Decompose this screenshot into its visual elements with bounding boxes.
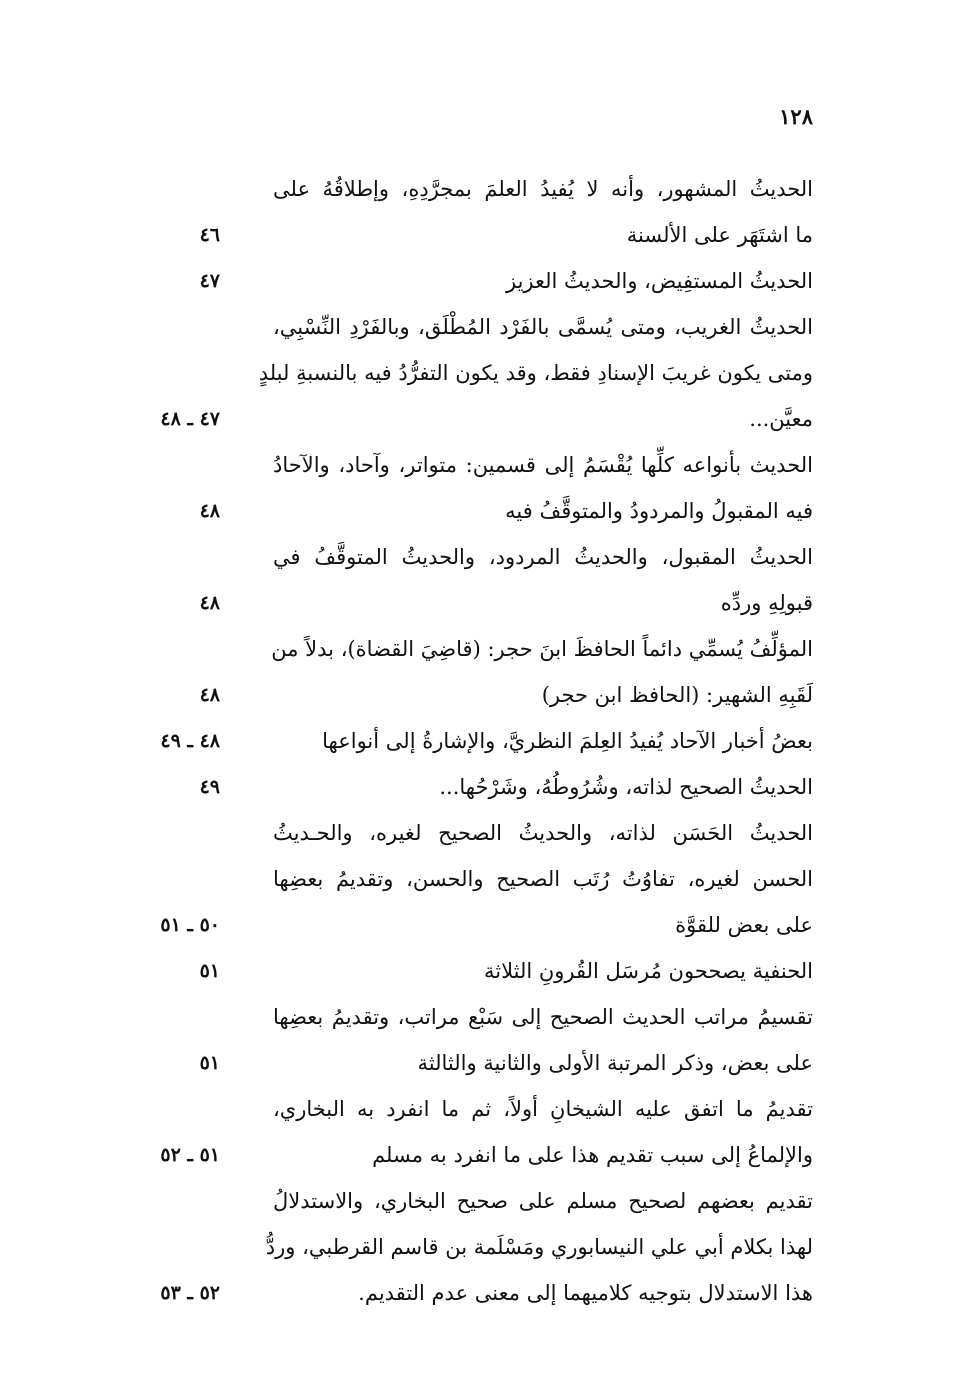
toc-entry-pages: ٤٨ ـ ٤٩: [160, 730, 220, 752]
toc-entry: [0, 258, 961, 304]
toc-entry-text: والإلماعُ إلى سبب تقديم هذا على ما انفرد به مسلم: [372, 1143, 813, 1167]
toc-entry-line: [0, 1132, 961, 1178]
toc-entry-pages: ٥٠ ـ ٥١: [160, 914, 220, 936]
toc-entry-text: تقسيمُ مراتب الحديث الصحيح إلى سَبْع مراتب، وتقديمُ بعضِها: [273, 1005, 813, 1029]
toc-entry: [0, 810, 961, 948]
toc-entry-text: المؤلِّفُ يُسمِّي دائماً الحافظَ ابنَ حجر: (قاضِيَ القضاة)، بدلاً من: [271, 637, 813, 661]
toc-entry-pages: ٥٢ ـ ٥٣: [160, 1282, 220, 1304]
toc-entry-pages: ٤٨: [199, 684, 220, 706]
toc-entry: [0, 626, 961, 718]
toc-entry-line: [0, 948, 961, 994]
toc-entry-line: [0, 1224, 961, 1270]
toc-entry-line: [0, 1040, 961, 1086]
toc-entry: [0, 166, 961, 258]
toc-entry-pages: ٤٩: [199, 776, 220, 798]
toc-entry-text: الحديثُ المستفِيض، والحديثُ العزيز: [505, 269, 813, 293]
toc-entry: [0, 994, 961, 1086]
toc-entry-pages: ٤٨: [199, 592, 220, 614]
toc-entry-line: [0, 350, 961, 396]
toc-entry-text: بعضُ أخبار الآحاد يُفيدُ العِلمَ النظريَّ، والإشارةُ إلى أنواعها: [322, 729, 813, 753]
toc-entry-line: [0, 580, 961, 626]
toc-entry-line: [0, 212, 961, 258]
toc-entry-pages: ٤٨: [199, 500, 220, 522]
toc-entry-line: [0, 1270, 961, 1316]
toc-entry-text: الحديثُ المشهور، وأنه لا يُفيدُ العلمَ بمجرَّدِهِ، وإطلاقُهُ على: [273, 177, 813, 201]
toc-entry-pages: ٥١ ـ ٥٢: [160, 1144, 220, 1166]
toc-entry-line: [0, 534, 961, 580]
toc-entry-pages: ٤٧ ـ ٤٨: [160, 408, 220, 430]
toc-entry-line: [0, 1178, 961, 1224]
toc-entry: [0, 1086, 961, 1178]
toc-entry-pages: ٤٧: [199, 270, 220, 292]
toc-entry-text: الحديثُ الغريب، ومتى يُسمَّى بالفَرْد المُطْلَق، وبالفَرْدِ النِّسْبِي،: [273, 315, 813, 339]
toc-entry-text: تقديمُ ما اتفق عليه الشيخانِ أولاً، ثم ما انفرد به البخاري،: [273, 1097, 813, 1121]
toc-entry-line: [0, 994, 961, 1040]
toc-entry-text: الحديث بأنواعه كلِّها يُقْسَمُ إلى قسمين: متواتر، وآحاد، والآحادُ: [273, 453, 813, 477]
toc-entry-line: [0, 488, 961, 534]
toc-entry-line: [0, 258, 961, 304]
toc-entry: [0, 718, 961, 764]
toc-entry-line: [0, 672, 961, 718]
toc-entry-text: على بعض، وذكر المرتبة الأولى والثانية والثالثة: [417, 1051, 813, 1075]
toc-entry-line: [0, 1086, 961, 1132]
table-of-contents: [0, 166, 961, 1316]
toc-entry-line: [0, 626, 961, 672]
toc-entry-text: ما اشتَهَر على الألسنة: [626, 223, 813, 247]
toc-entry: [0, 1178, 961, 1316]
toc-entry: [0, 304, 961, 442]
toc-entry-text: لهذا بكلام أبي علي النيسابوري ومَسْلَمة بن قاسم القرطبي، وردُّ: [265, 1235, 813, 1259]
toc-entry-line: [0, 166, 961, 212]
toc-entry-text: هذا الاستدلال بتوجيه كلاميهما إلى معنى عدم التقديم.: [358, 1281, 813, 1305]
toc-entry-line: [0, 856, 961, 902]
toc-entry-line: [0, 902, 961, 948]
toc-entry-text: معيَّن...: [749, 407, 813, 431]
toc-entry-text: لَقَبِهِ الشهير: (الحافظ ابن حجر): [541, 683, 813, 707]
toc-entry-line: [0, 810, 961, 856]
toc-entry-text: ومتى يكون غريبَ الإسنادِ فقط، وقد يكون التفرُّدُ فيه بالنسبةِ لبلدٍ: [258, 361, 813, 385]
toc-entry-text: الحديثُ الصحيح لذاته، وشُرُوطُهُ، وشَرْحُها...: [439, 775, 813, 799]
toc-entry: [0, 764, 961, 810]
toc-entry-line: [0, 764, 961, 810]
toc-entry-text: الحديثُ المقبول، والحديثُ المردود، والحديثُ المتوقَّفُ في: [273, 545, 813, 569]
page-number: ١٢٨: [779, 104, 813, 129]
toc-entry-text: الحديثُ الحَسَن لذاته، والحديثُ الصحيح لغيره، والحـديثُ: [273, 821, 813, 845]
toc-entry: [0, 442, 961, 534]
toc-entry-text: على بعض للقوَّة: [675, 913, 813, 937]
toc-entry-line: [0, 442, 961, 488]
toc-entry: [0, 534, 961, 626]
toc-entry-text: تقديم بعضهم لصحيح مسلم على صحيح البخاري، والاستدلالُ: [273, 1189, 813, 1213]
toc-entry-pages: ٥١: [199, 1052, 220, 1074]
toc-entry-line: [0, 718, 961, 764]
toc-entry-pages: ٤٦: [199, 224, 220, 246]
toc-entry: [0, 948, 961, 994]
toc-entry-line: [0, 304, 961, 350]
toc-entry-text: الحنفية يصححون مُرسَل القُرونِ الثلاثة: [483, 959, 813, 983]
toc-entry-line: [0, 396, 961, 442]
toc-entry-text: الحسن لغيره، تفاوُتُ رُتَب الصحيح والحسن، وتقديمُ بعضِها: [273, 867, 813, 891]
toc-entry-text: قبولِهِ وردِّه: [720, 591, 813, 615]
toc-entry-pages: ٥١: [199, 960, 220, 982]
toc-entry-text: فيه المقبولُ والمردودُ والمتوقَّفُ فيه: [505, 499, 813, 523]
